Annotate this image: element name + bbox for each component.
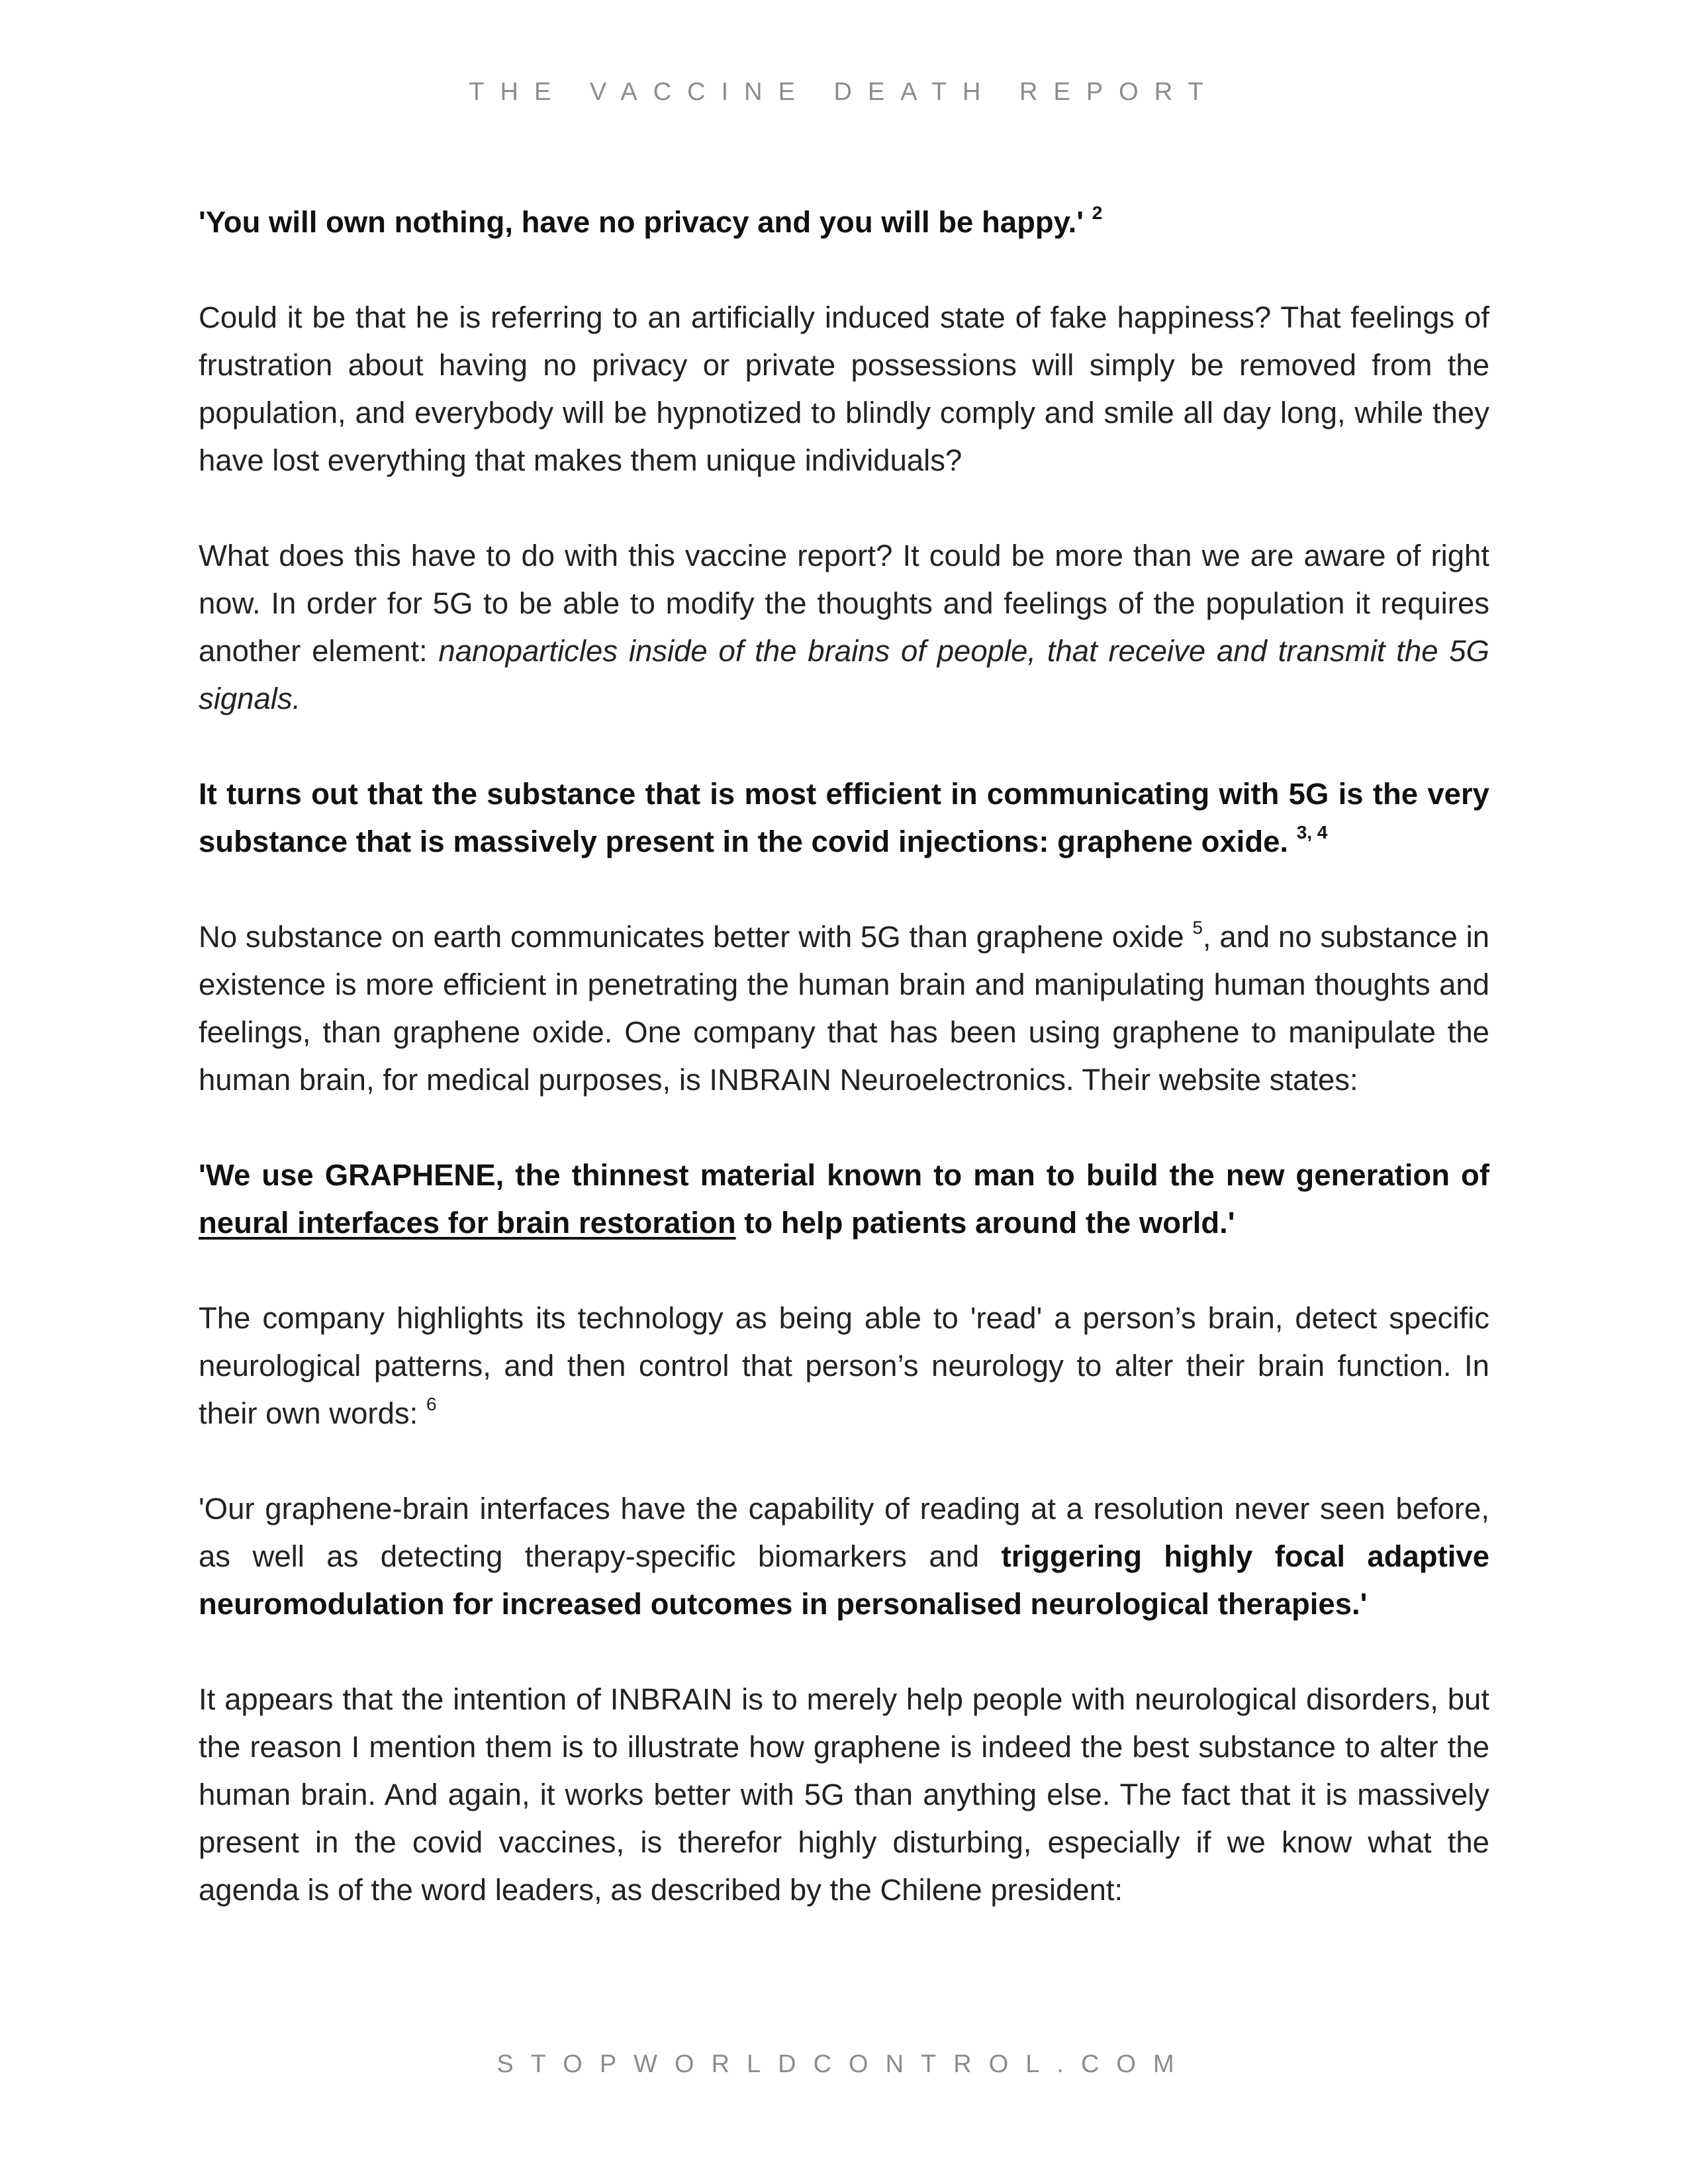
quote-text: to help patients around the world.' (735, 1206, 1235, 1240)
footnote-ref[interactable]: 5 (1192, 917, 1203, 938)
body-paragraph (199, 1295, 1489, 1437)
page-footer: STOPWORLDCONTROL.COM (496, 2050, 1192, 2078)
body-paragraph (199, 1676, 1489, 1914)
body-text: It appears that the intention of INBRAIN is to merely help people with neurological disorders, but the reason I mention them is to illustrate how graphene is indeed the best substance to alter the human brain. And again, it works better with 5G than anything else. The fact that it is massively present in the covid vaccines, is therefor highly disturbing, especially if we know what the agenda is of the word leaders, as described by the Chilene president: (199, 1682, 1489, 1907)
bold-paragraph (199, 770, 1489, 866)
body-paragraph (199, 294, 1489, 484)
page-header: THE VACCINE DEATH REPORT (469, 78, 1219, 106)
body-text: Could it be that he is referring to an artificially induced state of fake happiness? That feelings of frustration about having no privacy or private possessions will simply be removed from the population, and everybody will be hypnotized to blindly comply and smile all day long, while they have lost everything that makes them unique individuals? (199, 300, 1489, 477)
body-text: 'Our graphene-brain interfaces have the capability of reading at a resolution never seen before, as well as detecting therapy-specific biomarkers and (199, 1492, 1489, 1573)
body-text: What does this have to do with this vaccine report? It could be more than we are aware of right now. In order for 5G to be able to modify the thoughts and feelings of the population it requires another element: (199, 539, 1489, 668)
bold-text: It turns out that the substance that is most efficient in communicating with 5G is the very substance that is massively present in the covid injections: graphene oxide. (199, 777, 1489, 858)
body-paragraph (199, 1485, 1489, 1628)
document-body (199, 199, 1489, 1962)
quote-text: 'We use GRAPHENE, the thinnest material known to man to build the new generation of (199, 1158, 1489, 1192)
body-paragraph (199, 913, 1489, 1104)
body-text: No substance on earth communicates better with 5G than graphene oxide (199, 920, 1184, 954)
quote-paragraph (199, 1152, 1489, 1247)
body-paragraph (199, 532, 1489, 723)
footnote-ref[interactable]: 3, 4 (1296, 821, 1328, 842)
quote-paragraph (199, 199, 1489, 246)
italic-text: nanoparticles inside of the brains of people, that receive and transmit the 5G signals. (199, 634, 1489, 715)
footnote-ref[interactable]: 2 (1092, 202, 1103, 223)
underlined-text: neural interfaces for brain restoration (199, 1206, 736, 1240)
bold-text: triggering highly focal adaptive neuromodulation for increased outcomes in personalised neurological therapies.' (199, 1539, 1489, 1621)
body-text: , and no substance in existence is more efficient in penetrating the human brain and manipulating human thoughts and feelings, than graphene oxide. One company that has been using graphene to manipulate the human brain, for medical purposes, is INBRAIN Neuroelectronics. Their website states: (199, 920, 1489, 1097)
footnote-ref[interactable]: 6 (426, 1393, 437, 1414)
body-text: The company highlights its technology as being able to 'read' a person’s brain, detect specific neurological patterns, and then control that person’s neurology to alter their brain function. In their own words: (199, 1301, 1489, 1430)
quote-text: 'You will own nothing, have no privacy and you will be happy.' (199, 205, 1084, 239)
